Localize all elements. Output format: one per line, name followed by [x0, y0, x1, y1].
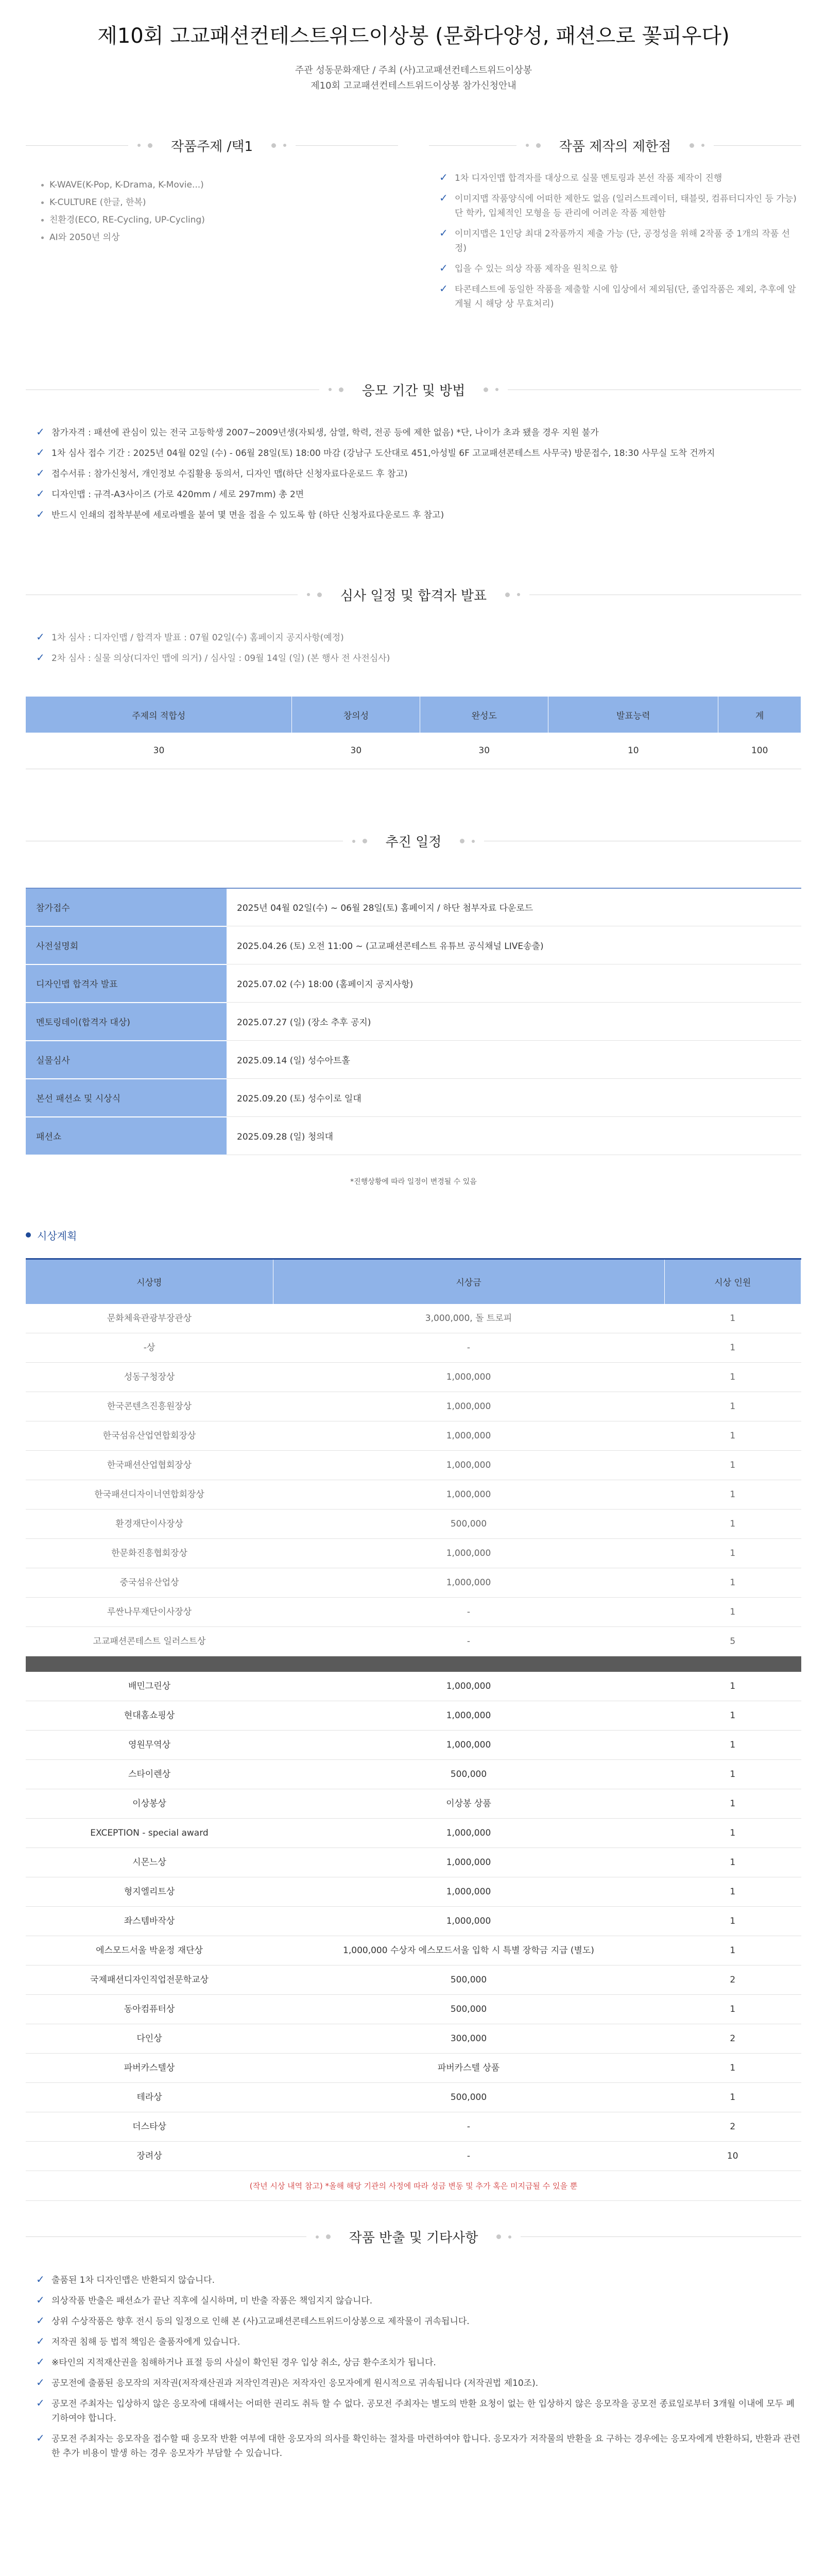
- award-name: 장려상: [26, 2141, 273, 2171]
- heading-dots: [307, 592, 322, 597]
- award-row: [26, 1789, 801, 1818]
- list-item-text: ※타인의 지적재산권을 침해하거나 표절 등의 사실이 확인된 경우 입상 취소, 상금 환수조치가 됩니다.: [51, 2357, 436, 2368]
- review-section: [26, 579, 801, 769]
- award-count: 1: [664, 1906, 801, 1936]
- award-row: [26, 1906, 801, 1936]
- heading-dots: [352, 839, 367, 843]
- bullet-icon: [26, 1232, 31, 1238]
- award-name: 고교패션콘테스트 일러스트상: [26, 1627, 273, 1656]
- check-icon: ✓: [439, 262, 448, 274]
- divider: [508, 389, 801, 390]
- award-row: [26, 1701, 801, 1730]
- check-icon: ✓: [36, 2314, 45, 2327]
- award-row: [26, 1451, 801, 1480]
- award-prize: 1,000,000: [273, 1480, 664, 1510]
- schedule-row: [26, 1079, 801, 1117]
- award-prize: -: [273, 2112, 664, 2141]
- list-item: [36, 2397, 801, 2426]
- apply-title: 응모 기간 및 방법: [361, 383, 466, 399]
- heading-dots: [526, 143, 541, 148]
- award-prize: 500,000: [273, 1510, 664, 1539]
- award-name: 성동구청장상: [26, 1363, 273, 1392]
- list-item: [36, 426, 801, 440]
- award-count: 1: [664, 1539, 801, 1568]
- list-item-text: 의상작품 반출은 패션쇼가 끝난 직후에 실시하며, 미 반출 작품은 책임지지 않습니다.: [51, 2295, 373, 2306]
- award-count: 1: [664, 1994, 801, 2024]
- score-value-cell: 10: [548, 733, 718, 769]
- list-item-text: 공모전에 출품된 응모작의 저작권(저작재산권과 저작인격권)은 저작자인 응모자에게 원시적으로 귀속됩니다 (저작권법 제10조).: [51, 2378, 539, 2388]
- heading-dots: [460, 839, 475, 843]
- divider: [26, 2236, 306, 2237]
- limits-list: [429, 171, 801, 311]
- theme-list: [26, 176, 398, 246]
- list-item-text: 입을 수 있는 의상 작품 제작을 원칙으로 함: [455, 264, 618, 274]
- check-icon: ✓: [439, 171, 448, 183]
- list-item: [36, 2273, 801, 2287]
- award-count: 1: [664, 2082, 801, 2112]
- heading-dots: [505, 592, 520, 597]
- schedule-row: [26, 888, 801, 926]
- schedule-row: [26, 1117, 801, 1155]
- award-prize: 1,000,000: [273, 1392, 664, 1421]
- list-item: 친환경(ECO, RE-Cycling, UP-Cycling): [41, 211, 398, 229]
- award-count: 1: [664, 1451, 801, 1480]
- award-col-count: 시상 인원: [664, 1259, 801, 1304]
- list-item-text: 이미지맵 작품양식에 어떠한 제한도 없음 (일러스트레이터, 태블릿, 컴퓨터디자인 등 가능) 단 학카, 입체적인 모형을 등 관리에 어려운 작품 제한함: [455, 194, 797, 218]
- list-item: [36, 2314, 801, 2329]
- schedule-note: *진행상황에 따라 일정이 변경될 수 있음: [350, 1177, 477, 1186]
- list-item-text: 저작권 침해 등 법적 책임은 출품자에게 있습니다.: [51, 2336, 240, 2347]
- heading-dots: [496, 2234, 511, 2239]
- schedule-title: 추진 일정: [385, 835, 442, 850]
- schedule-label: 실물심사: [26, 1041, 227, 1079]
- list-item: [36, 651, 801, 666]
- award-table: [26, 1258, 801, 2171]
- award-row: [26, 1568, 801, 1598]
- award-name: 배민그린상: [26, 1672, 273, 1701]
- schedule-value: 2025.07.02 (수) 18:00 (홈페이지 공지사항): [227, 964, 801, 1003]
- limits-title: 작품 제작의 제한점: [559, 139, 671, 155]
- award-count: 1: [664, 1480, 801, 1510]
- check-icon: ✓: [439, 282, 448, 295]
- award-prize: 300,000: [273, 2024, 664, 2053]
- award-count: 2: [664, 1965, 801, 1994]
- award-name: 테라상: [26, 2082, 273, 2112]
- score-table: [26, 697, 801, 769]
- theme-heading: [26, 130, 398, 161]
- check-icon: ✓: [36, 2334, 45, 2347]
- schedule-row: [26, 1003, 801, 1041]
- award-row: [26, 2053, 801, 2082]
- award-count: 1: [664, 1304, 801, 1333]
- award-row: [26, 1759, 801, 1789]
- submit-list: [26, 2273, 801, 2461]
- award-row: [26, 1672, 801, 1701]
- award-prize: 1,000,000: [273, 1363, 664, 1392]
- award-name: 동아컴퓨터상: [26, 1994, 273, 2024]
- award-prize: 1,000,000: [273, 1421, 664, 1451]
- list-item-text: 공모전 주최자는 입상하지 않은 응모작에 대해서는 어떠한 권리도 취득 할 수 없다. 공모전 주최자는 별도의 반환 요청이 없는 한 입상하지 않은 응모작을 공모전 종료일로부터 3개월 이내에 모두 폐기하여야 합니다.: [51, 2398, 795, 2424]
- score-value-cell: 100: [718, 733, 801, 769]
- award-row: [26, 1627, 801, 1656]
- award-count: 10: [664, 2141, 801, 2171]
- list-item-text: 참가자격 : 패션에 관심이 있는 전국 고등학생 2007~2009년생(자퇴생, 삼열, 학력, 전공 등에 제한 없음) *단, 나이가 초과 됐을 경우 지원 불가: [51, 428, 599, 438]
- award-row: [26, 2141, 801, 2171]
- award-name: 형지엘리트상: [26, 1877, 273, 1906]
- check-icon: ✓: [439, 227, 448, 239]
- list-item: [36, 2355, 801, 2370]
- check-icon: ✓: [36, 2273, 45, 2285]
- schedule-row: [26, 926, 801, 964]
- award-name: 한국패션산업협회장상: [26, 1451, 273, 1480]
- award-plan-heading: [26, 1228, 801, 1243]
- award-row: [26, 1333, 801, 1363]
- schedule-label: 사전설명회: [26, 926, 227, 964]
- submit-section: [26, 2222, 801, 2461]
- award-name: 영원무역상: [26, 1730, 273, 1759]
- check-icon: ✓: [36, 631, 45, 643]
- award-header-row: [26, 1259, 801, 1304]
- list-item: K-CULTURE (한글, 한복): [41, 194, 398, 211]
- award-name: 한문화진흥협회장상: [26, 1539, 273, 1568]
- award-name: 국제패션디자인직업전문학교상: [26, 1965, 273, 1994]
- award-name: 스타이렌상: [26, 1759, 273, 1789]
- list-item-text: 접수서류 : 참가신청서, 개인정보 수집활용 동의서, 디자인 맵(하단 신청자료다운로드 후 참고): [51, 469, 408, 479]
- award-row: [26, 1730, 801, 1759]
- review-title: 심사 일정 및 합격자 발표: [340, 588, 487, 604]
- list-item: [439, 227, 801, 256]
- award-prize: -: [273, 1627, 664, 1656]
- award-prize: 이상봉 상품: [273, 1789, 664, 1818]
- check-icon: ✓: [36, 467, 45, 479]
- award-count: 2: [664, 2112, 801, 2141]
- award-name: 한국섬유산업연합회장상: [26, 1421, 273, 1451]
- award-prize: 3,000,000, 돌 트로피: [273, 1304, 664, 1333]
- list-item-text: 1차 심사 : 디자인맵 / 합격자 발표 : 07월 02일(수) 홈페이지 공지사항(예정): [51, 633, 344, 643]
- award-separator: [26, 1656, 801, 1672]
- list-item: [439, 262, 801, 276]
- award-count: 1: [664, 1848, 801, 1877]
- schedule-heading: [26, 826, 801, 857]
- award-prize: 1,000,000: [273, 1568, 664, 1598]
- award-count: 1: [664, 1363, 801, 1392]
- award-prize: -: [273, 1598, 664, 1627]
- award-count: 1: [664, 1701, 801, 1730]
- divider: [429, 145, 516, 146]
- score-header-cell: 계: [718, 697, 801, 733]
- schedule-value: 2025.07.27 (일) (장소 추후 공지): [227, 1003, 801, 1041]
- award-plan-title: 시상계획: [37, 1229, 77, 1242]
- guide-subtitle: 제10회 고교패션컨테스트위드이상봉 참가신청안내: [311, 80, 516, 91]
- award-count: 1: [664, 1392, 801, 1421]
- award-count: 5: [664, 1627, 801, 1656]
- schedule-value: 2025년 04월 02일(수) ~ 06월 28일(토) 홈페이지 / 하단 첨부자료 다운로드: [227, 888, 801, 926]
- award-prize: 500,000: [273, 1965, 664, 1994]
- schedule-value: 2025.09.28 (일) 청의대: [227, 1117, 801, 1155]
- award-name: 시몬느상: [26, 1848, 273, 1877]
- award-col-prize: 시상금: [273, 1259, 664, 1304]
- award-row: [26, 1363, 801, 1392]
- submit-title: 작품 반출 및 기타사항: [349, 2230, 478, 2246]
- schedule-label: 본선 패션쇼 및 시상식: [26, 1079, 227, 1117]
- list-item-text: 출품된 1차 디자인맵은 반환되지 않습니다.: [51, 2275, 215, 2285]
- schedule-label: 디자인맵 합격자 발표: [26, 964, 227, 1003]
- schedule-section: [26, 826, 801, 1187]
- award-name: 이상봉상: [26, 1789, 273, 1818]
- award-col-name: 시상명: [26, 1259, 273, 1304]
- heading-dots: [271, 143, 286, 148]
- award-count: 1: [664, 1789, 801, 1818]
- list-item-text: 공모전 주최자는 응모작을 접수할 때 응모작 반환 여부에 대한 응모자의 의사를 확인하는 절차를 마련하여야 합니다. 응모자가 저작물의 반환을 요 구하는 경우에는 응모자에게 반환하되, 반환과 관련한 추가 비용이 발생 하는 경우 응모자가 부담할 수 있습니다.: [51, 2433, 801, 2459]
- list-item: [36, 2335, 801, 2349]
- check-icon: ✓: [36, 2431, 45, 2444]
- award-prize: 1,000,000 수상자 에스모드서울 입학 시 특별 장학금 지급 (별도): [273, 1936, 664, 1965]
- separator-cell: [664, 1656, 801, 1672]
- schedule-table: [26, 888, 801, 1156]
- award-row: [26, 2082, 801, 2112]
- schedule-row: [26, 1041, 801, 1079]
- award-prize: -: [273, 2141, 664, 2171]
- award-row: [26, 1936, 801, 1965]
- schedule-label: 패션쇼: [26, 1117, 227, 1155]
- award-row: [26, 2112, 801, 2141]
- list-item-text: 타콘테스트에 동일한 작품을 제출할 시에 입상에서 제외됨(단, 졸업작품은 제외, 추후에 알게될 시 해당 상 무효처리): [455, 284, 796, 309]
- separator-cell: [273, 1656, 664, 1672]
- heading-dots: [316, 2234, 331, 2239]
- schedule-row: [26, 964, 801, 1003]
- list-item: [36, 631, 801, 645]
- award-prize: 1,000,000: [273, 1877, 664, 1906]
- award-name: EXCEPTION - special award: [26, 1818, 273, 1848]
- heading-dots: [329, 387, 343, 392]
- theme-limits-row: [26, 130, 801, 317]
- check-icon: ✓: [439, 192, 448, 204]
- divider: [26, 145, 128, 146]
- award-name: 에스모드서울 박윤정 재단상: [26, 1936, 273, 1965]
- apply-section: [26, 374, 801, 522]
- award-name: 한국패션디자이너연합회장상: [26, 1480, 273, 1510]
- award-count: 1: [664, 1568, 801, 1598]
- score-header-row: [26, 697, 801, 733]
- award-count: 2: [664, 2024, 801, 2053]
- divider: [521, 2236, 801, 2237]
- hero: [26, 0, 801, 94]
- award-count: 1: [664, 1598, 801, 1627]
- award-row: [26, 1848, 801, 1877]
- award-note: (작년 시상 내역 참고) *올해 해당 기관의 사정에 따라 성금 변동 및 추가 혹은 미지급될 수 있을 뿐: [26, 2171, 801, 2201]
- schedule-value: 2025.04.26 (토) 오전 11:00 ~ (고교패션콘테스트 유튜브 공식채널 LIVE송출): [227, 926, 801, 964]
- score-value-cell: 30: [26, 733, 292, 769]
- award-name: 중국섬유산업상: [26, 1568, 273, 1598]
- list-item: [36, 2432, 801, 2461]
- list-item-text: 상위 수상작품은 향후 전시 등의 일정으로 인해 본 (사)고교패션콘테스트위드이상봉으로 제작물이 귀속됩니다.: [51, 2316, 470, 2327]
- list-item: [439, 192, 801, 221]
- score-header-cell: 완성도: [420, 697, 548, 733]
- award-prize: -: [273, 1333, 664, 1363]
- award-count: 1: [664, 1877, 801, 1906]
- award-row: [26, 1965, 801, 1994]
- award-count: 1: [664, 1672, 801, 1701]
- list-item: [36, 446, 801, 461]
- award-prize: 1,000,000: [273, 1906, 664, 1936]
- award-name: 루싼나무재단이사장상: [26, 1598, 273, 1627]
- check-icon: ✓: [36, 446, 45, 459]
- award-name: 환경재단이사장상: [26, 1510, 273, 1539]
- score-value-cell: 30: [420, 733, 548, 769]
- score-header-cell: 창의성: [292, 697, 420, 733]
- award-count: 1: [664, 1421, 801, 1451]
- award-prize: 파버카스텔 상품: [273, 2053, 664, 2082]
- score-value-cell: 30: [292, 733, 420, 769]
- award-name: 좌스템바작상: [26, 1906, 273, 1936]
- theme-title: 작품주제 /택1: [170, 139, 253, 155]
- list-item-text: 반드시 인쇄의 접착부분에 세로라벨을 붙여 몇 면을 접을 수 있도록 함 (하단 신청자료다운로드 후 참고): [51, 510, 444, 520]
- separator-cell: [26, 1656, 273, 1672]
- award-row: [26, 1539, 801, 1568]
- award-row: [26, 1510, 801, 1539]
- award-row: [26, 1818, 801, 1848]
- award-row: [26, 1480, 801, 1510]
- limits-column: [429, 130, 801, 317]
- award-count: 1: [664, 1818, 801, 1848]
- list-item-text: 2차 심사 : 실물 의상(디자인 맵에 의거) / 심사일 : 09월 14일 (일) (본 행사 전 사전심사): [51, 653, 390, 664]
- award-prize: 1,000,000: [273, 1672, 664, 1701]
- award-row: [26, 1421, 801, 1451]
- review-heading: [26, 579, 801, 610]
- list-item: AI와 2050년 의상: [41, 229, 398, 246]
- award-count: 1: [664, 1333, 801, 1363]
- limits-heading: [429, 130, 801, 161]
- award-name: 파버카스텔상: [26, 2053, 273, 2082]
- list-item: [36, 2376, 801, 2391]
- organizer-line: 주관 성동문화재단 / 주최 (사)고교패션컨테스트위드이상봉: [295, 65, 532, 76]
- divider: [26, 389, 319, 390]
- score-value-row: [26, 733, 801, 769]
- award-prize: 500,000: [273, 2082, 664, 2112]
- award-count: 1: [664, 2053, 801, 2082]
- award-name: 한국콘텐츠진흥원장상: [26, 1392, 273, 1421]
- list-item: [36, 508, 801, 522]
- check-icon: ✓: [36, 651, 45, 664]
- check-icon: ✓: [36, 508, 45, 520]
- award-row: [26, 1994, 801, 2024]
- list-item-text: 1차 디자인맵 합격자를 대상으로 실물 멘토링과 본선 작품 제작이 진행: [455, 173, 722, 183]
- award-name: 다인상: [26, 2024, 273, 2053]
- list-item: [36, 487, 801, 502]
- check-icon: ✓: [36, 426, 45, 438]
- award-count: 1: [664, 1730, 801, 1759]
- review-list: [26, 631, 801, 666]
- award-count: 1: [664, 1759, 801, 1789]
- award-prize: 1,000,000: [273, 1701, 664, 1730]
- award-name: -상: [26, 1333, 273, 1363]
- apply-list: [26, 426, 801, 522]
- award-count: 1: [664, 1936, 801, 1965]
- divider: [714, 145, 801, 146]
- award-prize: 1,000,000: [273, 1848, 664, 1877]
- theme-column: [26, 130, 398, 317]
- list-item-text: 이미지맵은 1인당 최대 2작품까지 제출 가능 (단, 공정성을 위해 2작품 중 1개의 작품 선정): [455, 229, 790, 253]
- award-prize: 1,000,000: [273, 1539, 664, 1568]
- award-prize: 500,000: [273, 1759, 664, 1789]
- divider: [296, 145, 398, 146]
- award-row: [26, 2024, 801, 2053]
- list-item: [439, 282, 801, 311]
- list-item: K-WAVE(K-Pop, K-Drama, K-Movie...): [41, 176, 398, 194]
- heading-dots: [137, 143, 152, 148]
- schedule-label: 멘토링데이(합격자 대상): [26, 1003, 227, 1041]
- award-row: [26, 1304, 801, 1333]
- schedule-label: 참가접수: [26, 888, 227, 926]
- award-prize: 1,000,000: [273, 1451, 664, 1480]
- award-prize: 500,000: [273, 1994, 664, 2024]
- check-icon: ✓: [36, 2376, 45, 2388]
- award-name: 현대홈쇼핑상: [26, 1701, 273, 1730]
- list-item-text: 1차 심사 접수 기간 : 2025년 04월 02일 (수) - 06월 28일(토) 18:00 마감 (강남구 도산대로 451,아성빌 6F 고교패션콘테스트 사무국) 방문접수, 18:30 사무실 도착 건까지: [51, 448, 715, 459]
- check-icon: ✓: [36, 487, 45, 500]
- list-item: [36, 467, 801, 481]
- award-row: [26, 1877, 801, 1906]
- apply-heading: [26, 374, 801, 405]
- score-header-cell: 주제의 적합성: [26, 697, 292, 733]
- award-name: 문화체육관광부장관상: [26, 1304, 273, 1333]
- award-row: [26, 1392, 801, 1421]
- award-row: [26, 1598, 801, 1627]
- award-prize: 1,000,000: [273, 1730, 664, 1759]
- score-header-cell: 발표능력: [548, 697, 718, 733]
- heading-dots: [484, 387, 498, 392]
- schedule-value: 2025.09.20 (토) 성수이로 일대: [227, 1079, 801, 1117]
- submit-heading: [26, 2222, 801, 2252]
- check-icon: ✓: [36, 2355, 45, 2368]
- heading-dots: [690, 143, 704, 148]
- list-item-text: 디자인맵 : 규격-A3사이즈 (가로 420mm / 세로 297mm) 총 2면: [51, 489, 304, 500]
- schedule-value: 2025.09.14 (일) 성수아트홀: [227, 1041, 801, 1079]
- page-title: 제10회 고교패션컨테스트위드이상봉 (문화다양성, 패션으로 꽃피우다): [97, 24, 730, 48]
- award-name: 더스타상: [26, 2112, 273, 2141]
- check-icon: ✓: [36, 2293, 45, 2306]
- list-item: [36, 2294, 801, 2308]
- check-icon: ✓: [36, 2396, 45, 2409]
- award-prize: 1,000,000: [273, 1818, 664, 1848]
- award-count: 1: [664, 1510, 801, 1539]
- list-item: [439, 171, 801, 185]
